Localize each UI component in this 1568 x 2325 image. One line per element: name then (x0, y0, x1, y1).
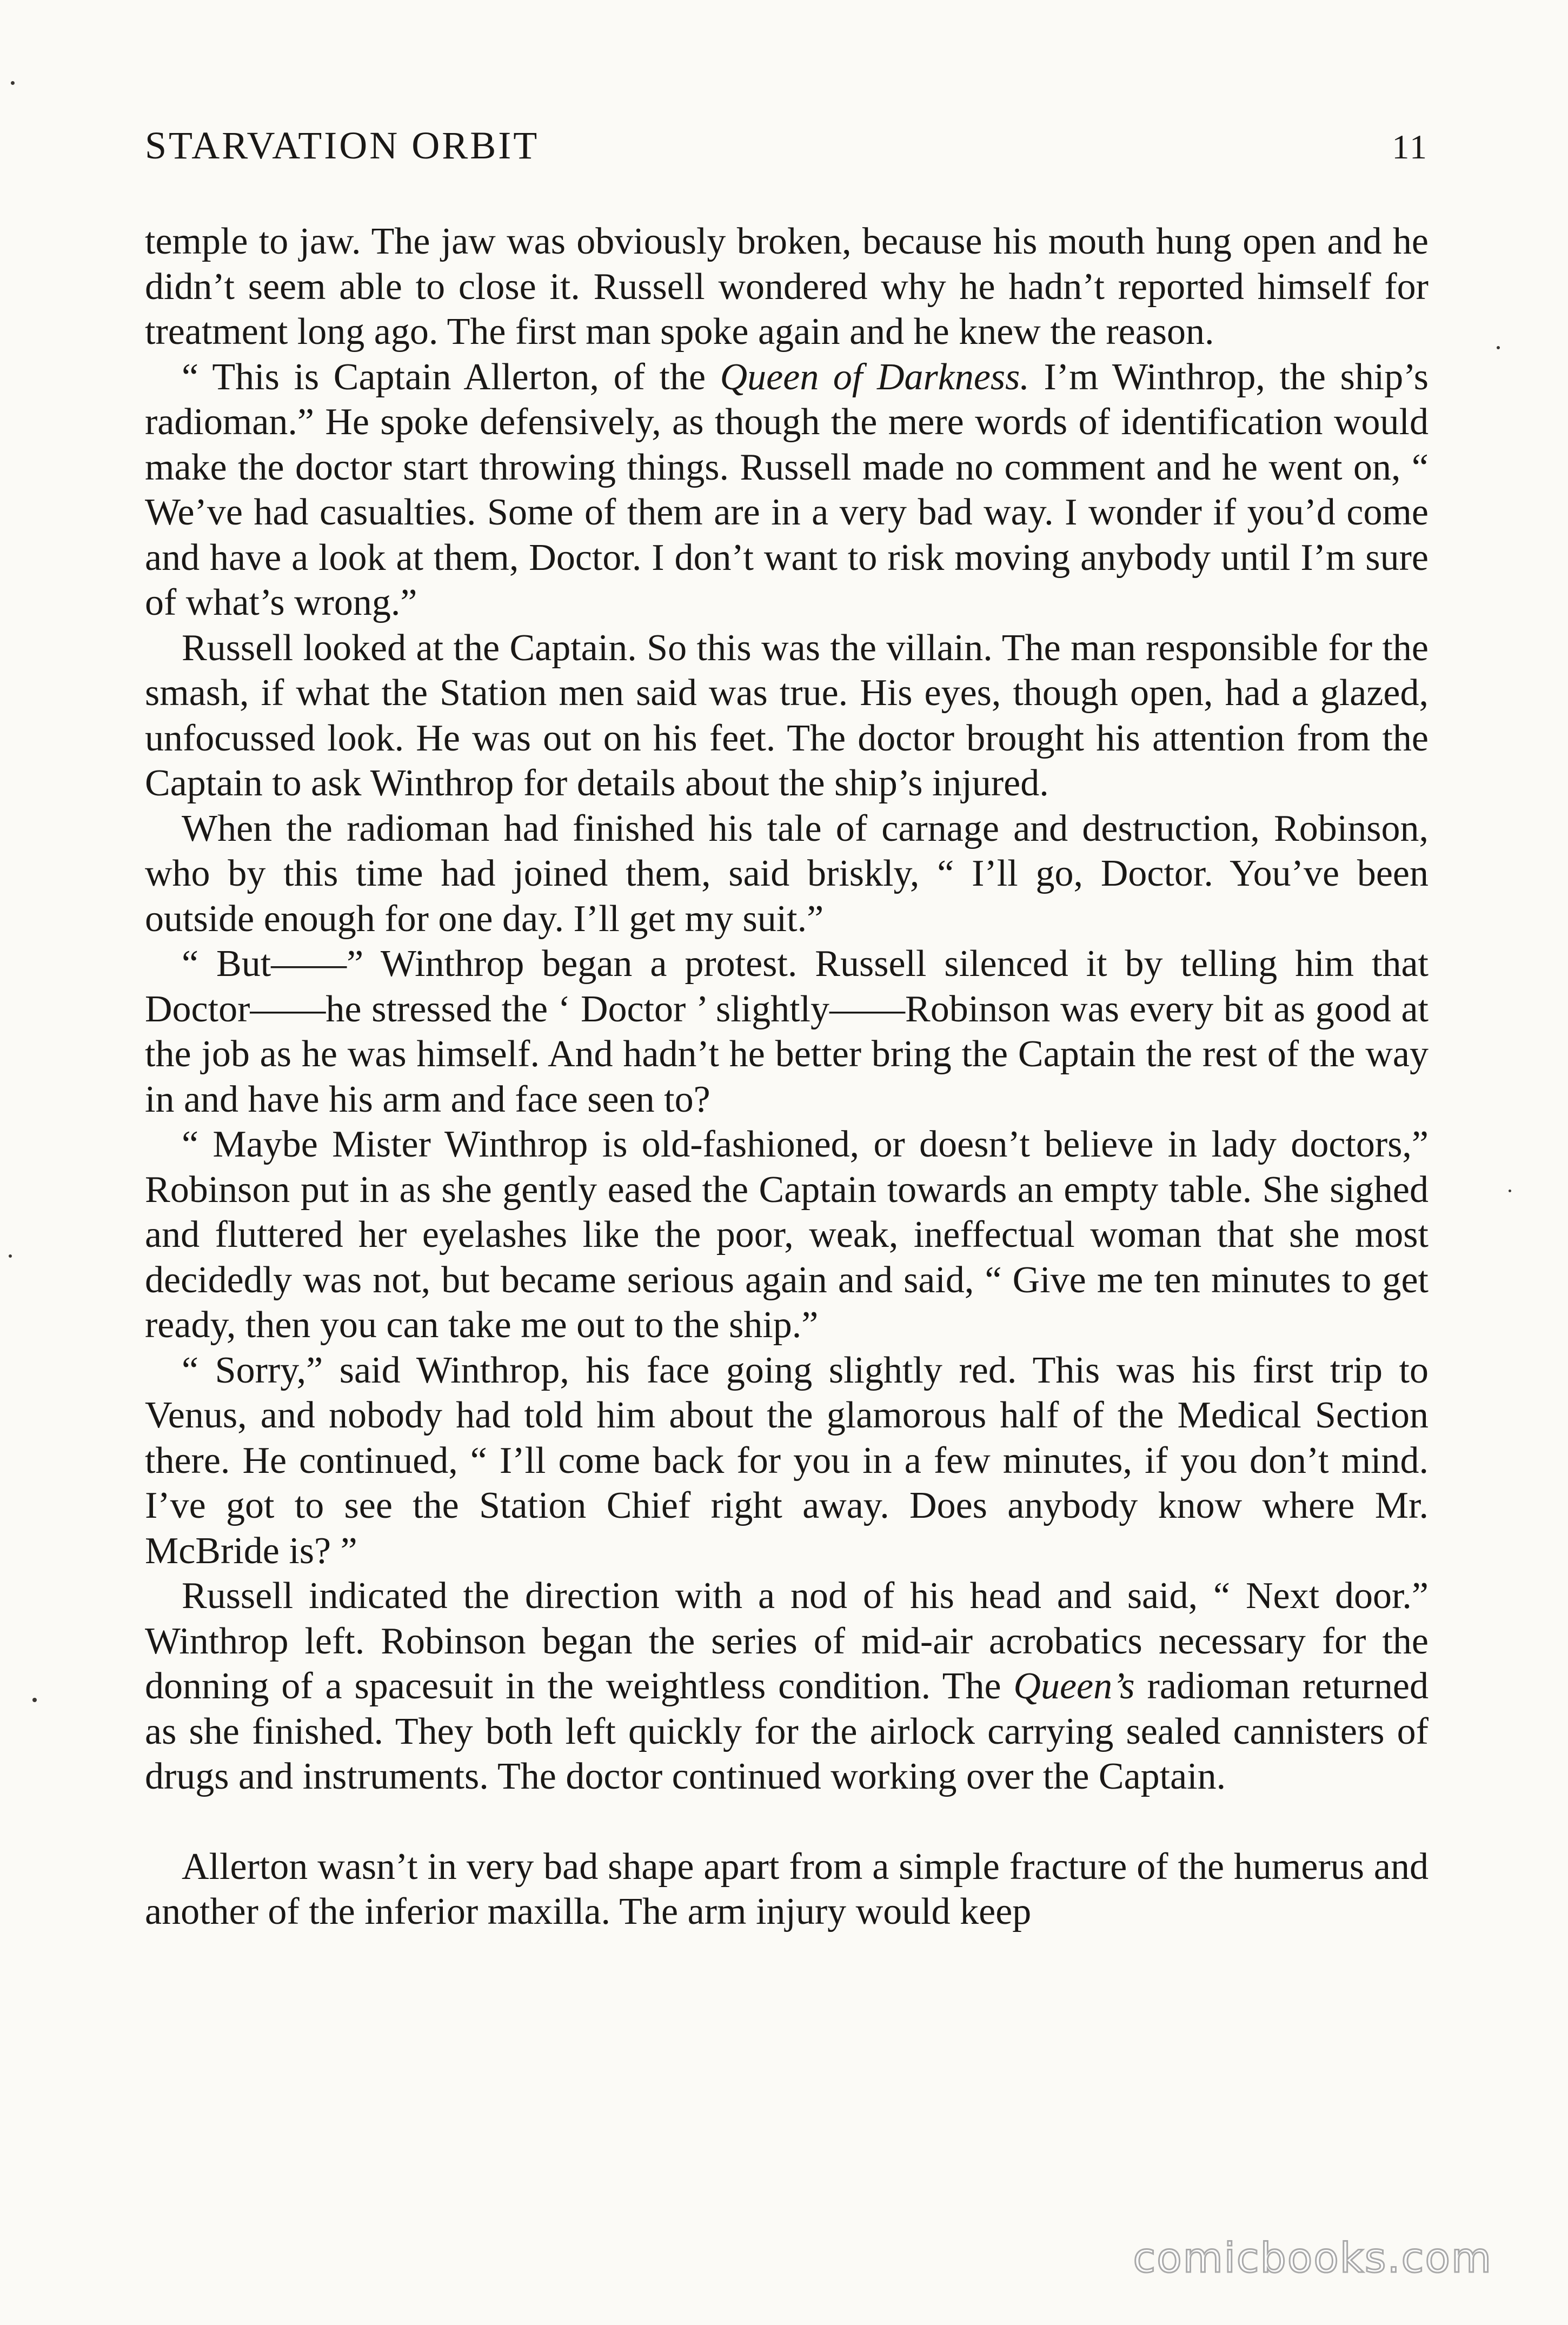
page-header (145, 123, 1429, 183)
paragraph: “ This is Captain Allerton, of the Queen of Darkness. I’m Winthrop, the ship’s radioman.” He spoke defensively, as though the mere words of identification would make the doctor start throwing things. Russell made no comment and he went on, “ We’ve had casualties. Some of them are in a very bad way. I wonder if you’d come and have a look at them, Doctor. I don’t want to risk moving anybody until I’m sure of what’s wrong.” (145, 356, 1429, 623)
scan-speck (9, 1254, 12, 1258)
paragraph: temple to jaw. The jaw was obviously broken, because his mouth hung open and he didn’t seem able to close it. Russell wondered why he hadn’t reported himself for treatment long ago. The first man spoke again and he knew the reason. (145, 221, 1429, 353)
body-text (145, 219, 1429, 1935)
scan-speck (11, 81, 15, 85)
page-number: 11 (1392, 128, 1429, 166)
paragraph: Russell looked at the Captain. So this was the villain. The man responsible for the smash, if what the Station men said was true. His eyes, though open, had a glazed, unfocussed look. He was out on his feet. The doctor brought his attention from the Captain to ask Winthrop for details about the ship’s injured. (145, 627, 1429, 804)
scan-speck (1497, 346, 1500, 349)
scan-speck (32, 1698, 37, 1702)
paragraph: Allerton wasn’t in very bad shape apart from a simple fracture of the humerus and another of the inferior maxilla. The arm injury would keep (145, 1845, 1429, 1932)
ship-name-italic: Queen’s (1013, 1665, 1135, 1707)
paragraph: “ Sorry,” said Winthrop, his face going slightly red. This was his first trip to Venus, and nobody had told him about the glamorous half of the Medical Section there. He continued, “ I’ll come back for you in a few minutes, if you don’t mind. I’ve got to see the Station Chief right away. Does anybody know where Mr. McBride is? ” (145, 1349, 1429, 1572)
paragraph: Russell indicated the direction with a nod of his head and said, “ Next door.” Winthrop left. Robinson began the series of mid-air acrobatics necessary for the donning of a spacesuit in the weightless condition. The Queen’s radioman returned as she finished. They both left quickly for the airlock carrying sealed cannisters of drugs and instruments. The doctor continued working over the Captain. (145, 1575, 1429, 1797)
watermark: comicbooks.com (1133, 2234, 1492, 2282)
running-title: STARVATION ORBIT (145, 124, 540, 167)
ship-name-italic: Queen of Darkness. (720, 356, 1029, 398)
paragraph: When the radioman had finished his tale of carnage and destruction, Robinson, who by this time had joined them, said briskly, “ I’ll go, Doctor. You’ve been outside enough for one day. I’ll get my suit.” (145, 807, 1429, 940)
paragraph: “ But——” Winthrop began a protest. Russell silenced it by telling him that Doctor——he stressed the ‘ Doctor ’ slightly——Robinson was every bit as good at the job as he was himself. And hadn’t he better bring the Captain the rest of the way in and have his arm and face seen to? (145, 943, 1429, 1120)
paragraph: “ Maybe Mister Winthrop is old-fashioned, or doesn’t believe in lady doctors,” Robinson put in as she gently eased the Captain towards an empty table. She sighed and fluttered her eyelashes like the poor, weak, ineffectual woman that she most decidedly was not, but became serious again and said, “ Give me ten minutes to get ready, then you can take me out to the ship.” (145, 1124, 1429, 1346)
scan-speck (1509, 1190, 1511, 1192)
